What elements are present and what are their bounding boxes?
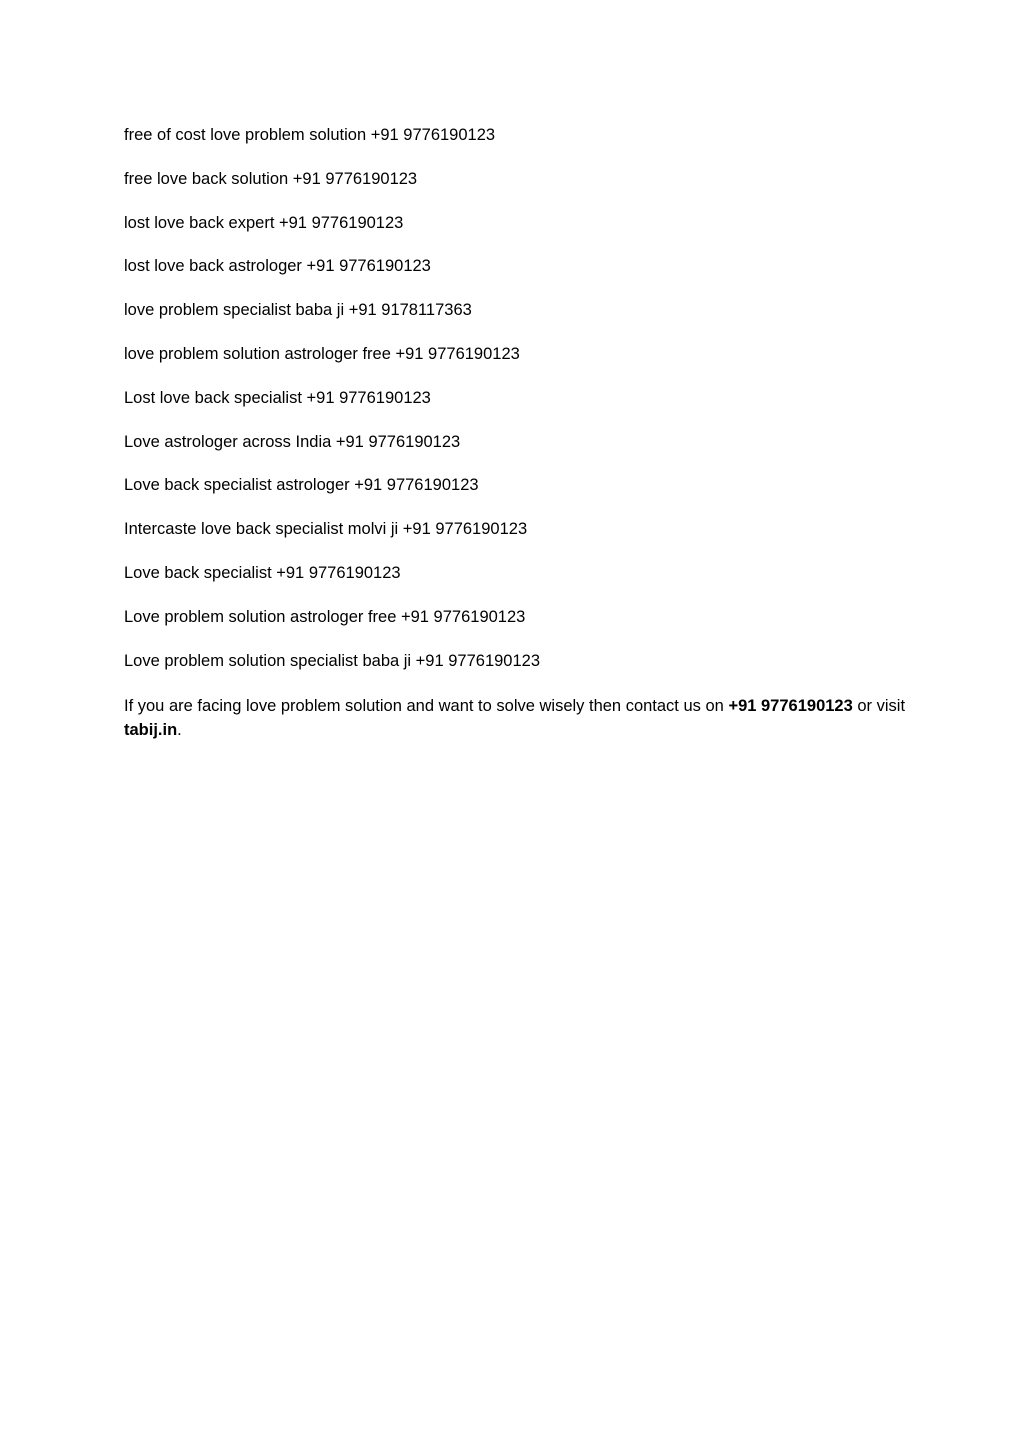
text-line: Intercaste love back specialist molvi ji +91 9776190123 [124, 520, 528, 539]
text-line: free love back solution +91 9776190123 [124, 169, 418, 188]
text-line: Love problem solution specialist baba ji +91 9776190123 [124, 651, 541, 670]
contact-phone: +91 9776190123 [728, 696, 853, 715]
text-line: Love astrologer across India +91 9776190123 [124, 432, 461, 451]
text-line: lost love back astrologer +91 9776190123 [124, 257, 431, 276]
text-line: love problem solution astrologer free +91 9776190123 [124, 344, 520, 363]
text-line: love problem specialist baba ji +91 9178117363 [124, 301, 472, 320]
document-body [124, 124, 904, 742]
text-line: lost love back expert +91 9776190123 [124, 213, 404, 232]
closing-text: If you are facing love problem solution and want to solve wisely then contact us on [124, 696, 729, 715]
text-line: Love problem solution astrologer free +91 9776190123 [124, 607, 526, 626]
website-name: tabij.in [124, 720, 178, 739]
closing-text-visit: or visit [852, 696, 906, 715]
text-line: Love back specialist +91 9776190123 [124, 563, 401, 582]
text-line: Lost love back specialist +91 9776190123 [124, 388, 431, 407]
closing-paragraph [124, 694, 914, 742]
text-line: free of cost love problem solution +91 9776190123 [124, 126, 496, 144]
text-line: Love back specialist astrologer +91 9776190123 [124, 476, 479, 495]
closing-period: . [177, 720, 182, 739]
